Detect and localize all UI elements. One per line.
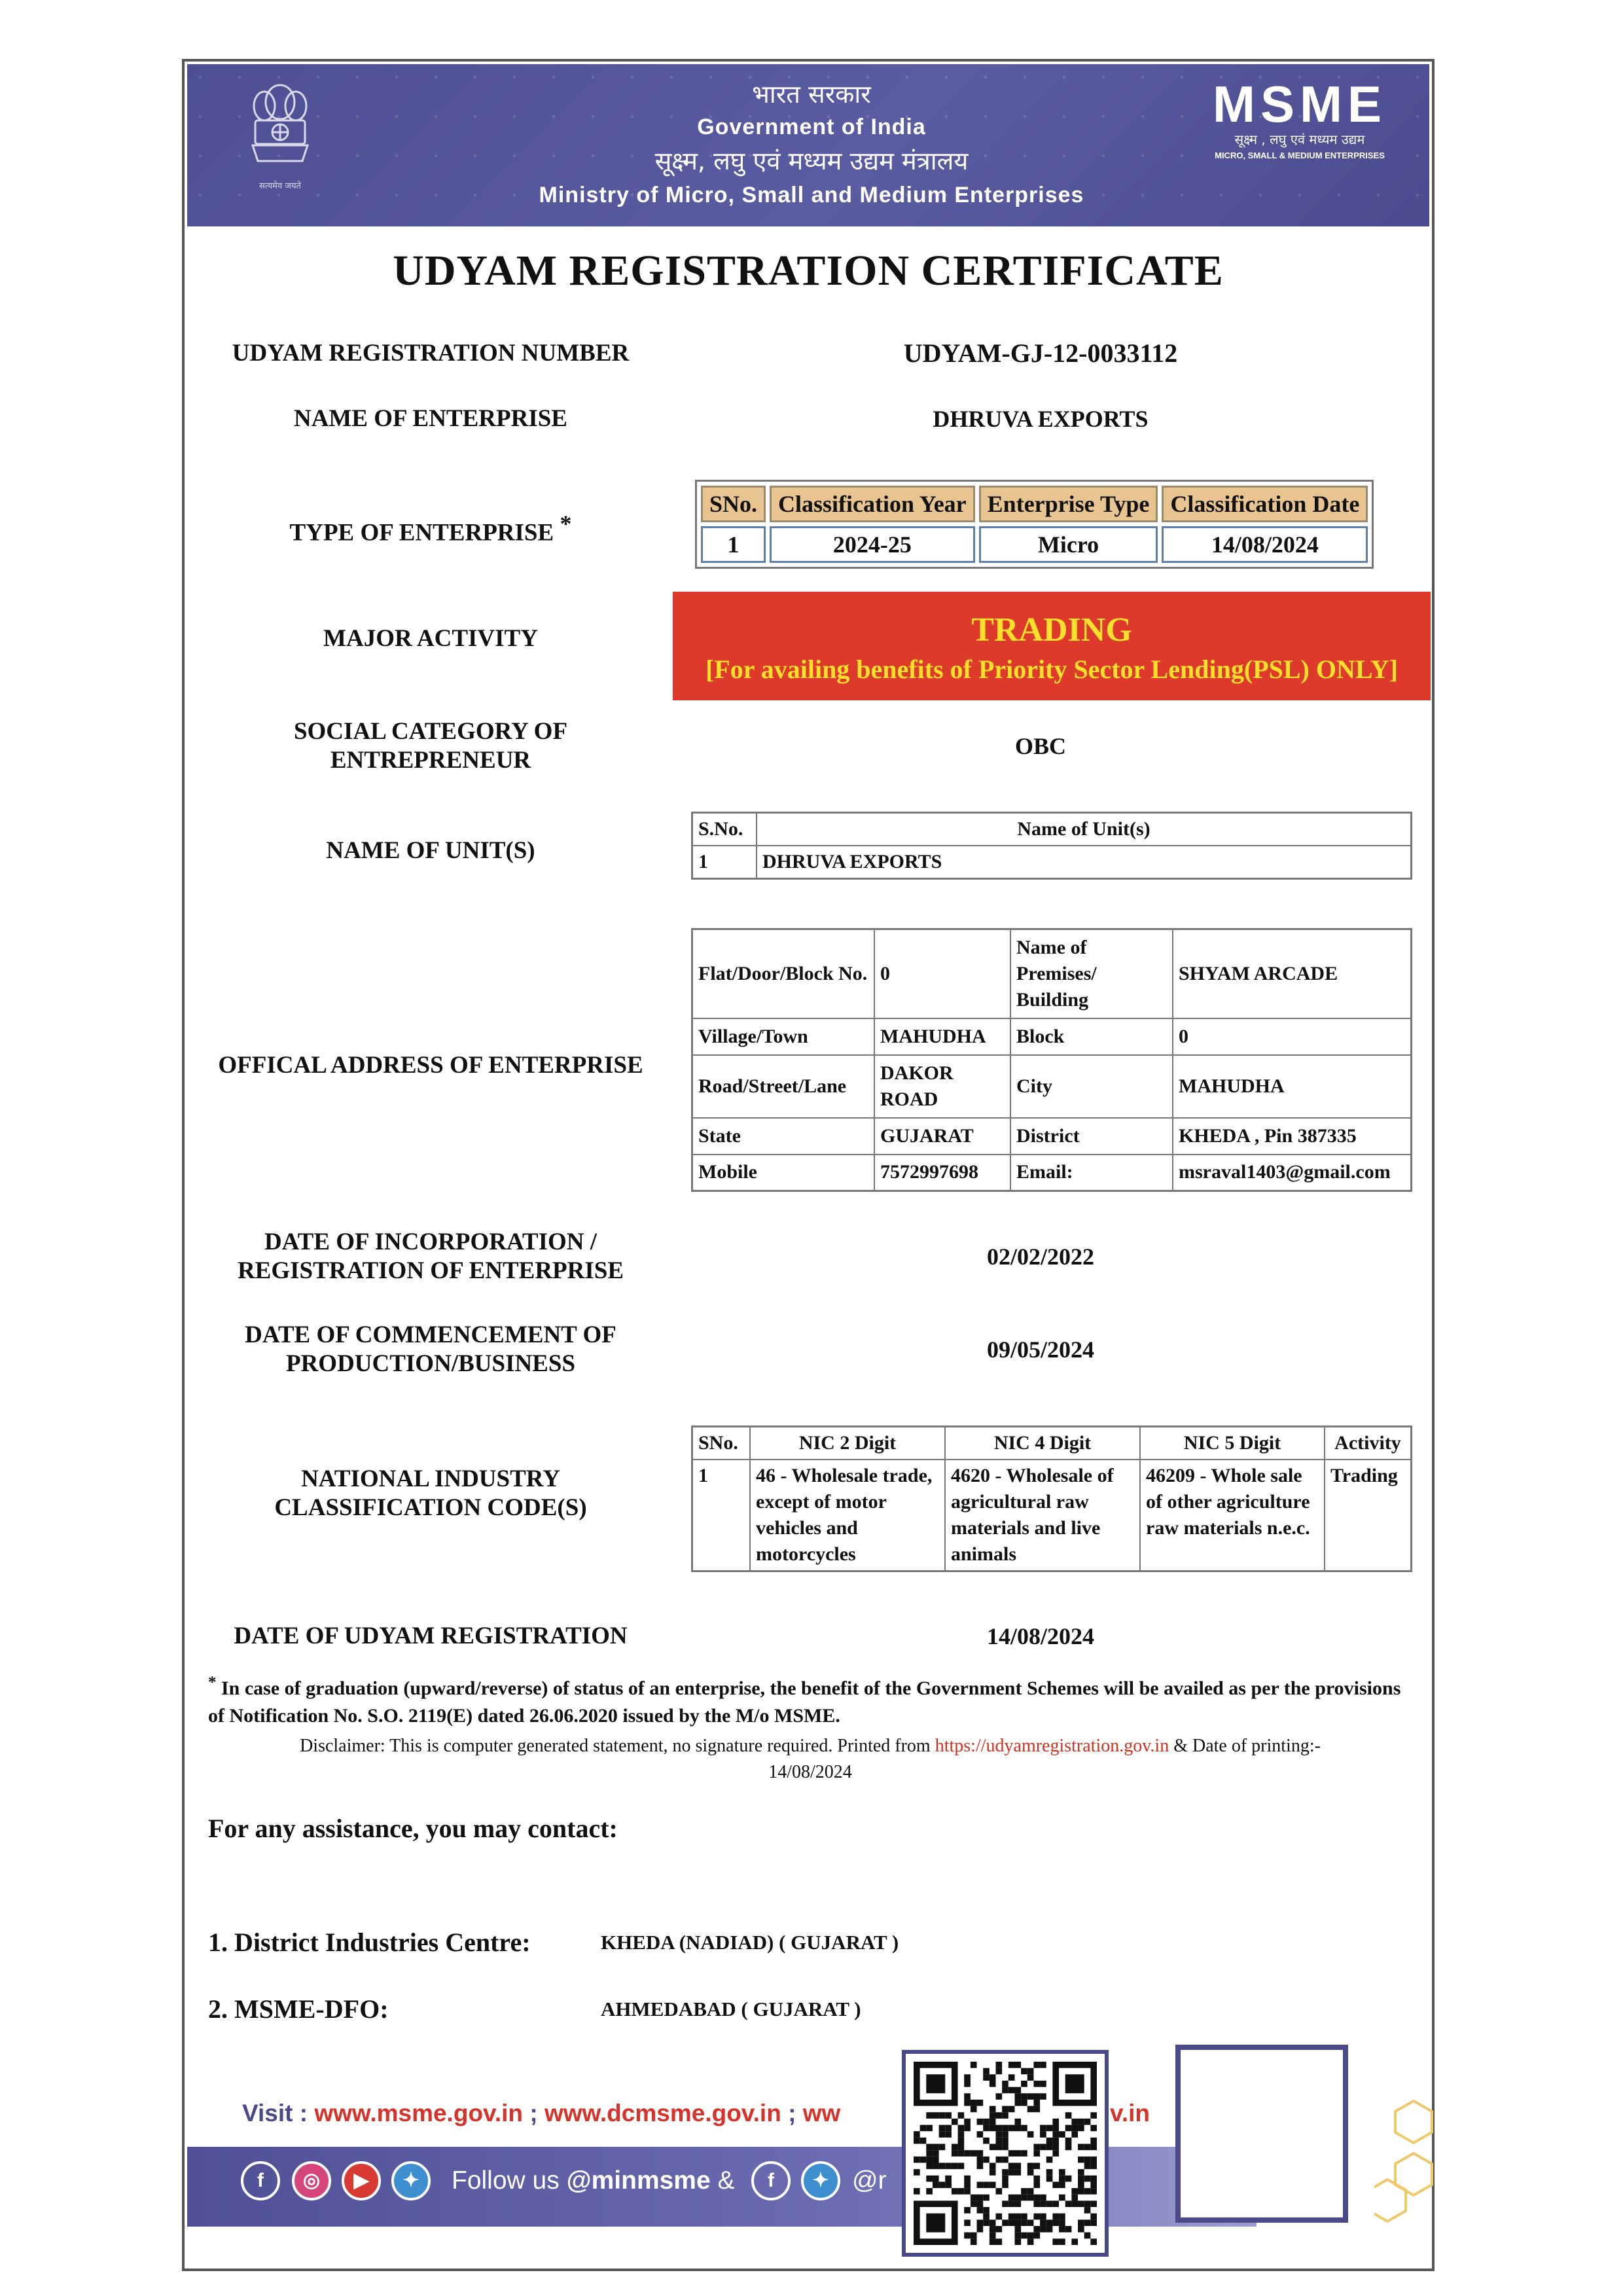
address-field-value: MAHUDHA — [874, 1018, 1010, 1055]
address-field-value: GUJARAT — [874, 1118, 1010, 1155]
classification-table — [695, 480, 1374, 569]
graduation-footnote — [208, 1669, 1412, 1730]
social-category-label-line2: ENTREPRENEUR — [330, 747, 531, 774]
address-field-label: Flat/Door/Block No. — [692, 929, 875, 1018]
address-field-value: 7572997698 — [874, 1155, 1010, 1191]
address-field-value: KHEDA , Pin 387335 — [1173, 1118, 1412, 1155]
visit-links — [242, 2100, 840, 2127]
qr-code — [902, 2050, 1109, 2257]
classification-header-row — [701, 486, 1368, 522]
address-field-label: City — [1010, 1055, 1173, 1118]
commencement-date-label-line2: PRODUCTION/BUSINESS — [285, 1350, 576, 1377]
unit-names-cell: 1 — [692, 846, 757, 879]
nic-header: NIC 4 Digit — [945, 1427, 1140, 1460]
address-field-label: Village/Town — [692, 1018, 875, 1055]
facebook-icon-2[interactable]: f — [751, 2161, 791, 2200]
nic-cell: 1 — [692, 1460, 751, 1571]
dfo-label: 2. MSME-DFO: — [208, 1994, 389, 2024]
enterprise-type-label — [208, 509, 653, 547]
incorporation-date-label-line1: DATE OF INCORPORATION / — [264, 1229, 597, 1255]
address-field-label: Name of Premises/ Building — [1010, 929, 1173, 1018]
address-field-value: msraval1403@gmail.com — [1173, 1155, 1412, 1191]
visit-link-end — [1110, 2100, 1150, 2127]
dic-value: KHEDA (NADIAD) ( GUJARAT ) — [601, 1931, 899, 1954]
footnote-asterisk: * — [208, 1674, 217, 1691]
header-english-line2: Ministry of Micro, Small and Medium Enterprises — [539, 183, 1084, 207]
incorporation-date-value: 02/02/2022 — [986, 1244, 1094, 1270]
instagram-icon[interactable]: ◎ — [292, 2161, 331, 2200]
follow-handle[interactable]: @minmsme — [566, 2166, 711, 2195]
msme-website-link[interactable]: www.msme.gov.in — [314, 2100, 524, 2126]
nic-row — [692, 1460, 1412, 1571]
address-field-label: Email: — [1010, 1155, 1173, 1191]
nic-codes-label-line1: NATIONAL INDUSTRY — [301, 1465, 560, 1492]
third-website-link-start[interactable]: ww — [802, 2100, 841, 2126]
nic-cell: 4620 - Wholesale of agricultural raw materials and live animals — [945, 1460, 1140, 1571]
nic-header: Activity — [1325, 1427, 1412, 1460]
commencement-date-label-line1: DATE OF COMMENCEMENT OF — [245, 1321, 616, 1348]
footnote-text: In case of graduation (upward/reverse) of status of an enterprise, the benefit of the Government Schemes will be availed as per the provisions of Notification No. S.O. 2119(E) dated 26.06.2020 issued by the M/o MSME. — [208, 1677, 1401, 1727]
address-row — [692, 1118, 1412, 1155]
address-field-value: MAHUDHA — [1173, 1055, 1412, 1118]
unit-names-row — [692, 846, 1412, 879]
nic-header: SNo. — [692, 1427, 751, 1460]
dfo-value: AHMEDABAD ( GUJARAT ) — [601, 1998, 861, 2020]
classification-cell: 2024-25 — [770, 526, 975, 563]
enterprise-type-label-text: TYPE OF ENTERPRISE — [289, 519, 554, 547]
facebook-icon[interactable]: f — [241, 2161, 280, 2200]
twitter-icon[interactable]: ✦ — [391, 2161, 431, 2200]
address-row — [692, 1155, 1412, 1191]
classification-cell: 14/08/2024 — [1162, 526, 1368, 563]
photo-placeholder — [1175, 2045, 1348, 2223]
dic-label: 1. District Industries Centre: — [208, 1928, 531, 1957]
dcmsme-website-link[interactable]: www.dcmsme.gov.in — [544, 2100, 781, 2126]
assistance-heading: For any assistance, you may contact: — [208, 1814, 618, 1843]
print-date: 14/08/2024 — [768, 1762, 852, 1782]
address-row — [692, 1018, 1412, 1055]
commencement-date-label — [208, 1321, 653, 1378]
social-category-label-line1: SOCIAL CATEGORY OF — [293, 718, 568, 745]
link-separator: ; — [781, 2100, 803, 2126]
qr-code-pattern — [914, 2062, 1097, 2245]
social-category-label — [208, 717, 653, 775]
address-field-label: District — [1010, 1118, 1173, 1155]
disclaimer-text-after: & Date of printing:- — [1169, 1736, 1321, 1756]
classification-header: Enterprise Type — [979, 486, 1158, 522]
national-emblem-icon — [240, 77, 321, 198]
registration-number-label: UDYAM REGISTRATION NUMBER — [232, 340, 630, 367]
msme-logo-subtitle: MICRO, SMALL & MEDIUM ENTERPRISES — [1215, 151, 1385, 160]
disclaimer — [208, 1733, 1412, 1785]
header-hindi-line2: सूक्ष्म, लघु एवं मध्यम उद्यम मंत्रालय — [654, 147, 969, 175]
address-field-label: Block — [1010, 1018, 1173, 1055]
classification-header: Classification Date — [1162, 486, 1368, 522]
address-field-label: Mobile — [692, 1155, 875, 1191]
unit-names-label: NAME OF UNIT(S) — [326, 837, 535, 864]
unit-names-header: Name of Unit(s) — [757, 813, 1412, 846]
third-website-link-end[interactable]: v.in — [1110, 2100, 1150, 2126]
hexagon-decoration-icon — [1374, 2094, 1433, 2225]
msme-logo-word: MSME — [1213, 75, 1387, 133]
classification-row — [701, 526, 1368, 563]
address-field-label: Road/Street/Lane — [692, 1055, 875, 1118]
youtube-icon[interactable]: ▶ — [342, 2161, 381, 2200]
disclaimer-text: Disclaimer: This is computer generated statement, no signature required. Printed from — [300, 1736, 935, 1756]
address-field-value: 0 — [874, 929, 1010, 1018]
header-titles — [458, 77, 1165, 211]
enterprise-type-asterisk: * — [560, 511, 572, 537]
nic-cell: 46 - Wholesale trade, except of motor vehicles and motorcycles — [750, 1460, 945, 1571]
commencement-date-value: 09/05/2024 — [986, 1336, 1094, 1363]
emblem-caption: सत्यमेव जयते — [259, 181, 301, 191]
msme-logo-hindi: सूक्ष्म , लघु एवं मध्यम उद्यम — [1234, 132, 1365, 147]
nic-header-row — [692, 1427, 1412, 1460]
follow-amp: & — [717, 2166, 735, 2195]
registration-number-value: UDYAM-GJ-12-0033112 — [903, 338, 1178, 368]
official-address-label: OFFICAL ADDRESS OF ENTERPRISE — [218, 1052, 643, 1079]
follow-handle-2[interactable]: @r — [852, 2166, 887, 2195]
unit-names-table — [691, 812, 1412, 880]
classification-cell: Micro — [979, 526, 1158, 563]
address-field-value: SHYAM ARCADE — [1173, 929, 1412, 1018]
nic-codes-table — [691, 1426, 1412, 1572]
certificate-title: UDYAM REGISTRATION CERTIFICATE — [393, 247, 1224, 295]
unit-names-header-row — [692, 813, 1412, 846]
address-table — [691, 928, 1412, 1192]
follow-us — [452, 2166, 735, 2195]
major-activity-value: TRADING — [971, 611, 1132, 649]
link-separator: ; — [523, 2100, 544, 2126]
address-row — [692, 929, 1412, 1018]
enterprise-name-value: DHRUVA EXPORTS — [933, 406, 1149, 432]
address-field-label: State — [692, 1118, 875, 1155]
udyam-registration-date-value: 14/08/2024 — [986, 1623, 1094, 1649]
visit-label: Visit : — [242, 2100, 308, 2126]
incorporation-date-label-line2: REGISTRATION OF ENTERPRISE — [237, 1257, 624, 1284]
unit-names-header: S.No. — [692, 813, 757, 846]
address-field-value: DAKOR ROAD — [874, 1055, 1010, 1118]
follow-us-text: Follow us — [452, 2166, 560, 2195]
classification-header: SNo. — [701, 486, 766, 522]
enterprise-name-label: NAME OF ENTERPRISE — [293, 405, 567, 432]
header-english-line1: Government of India — [697, 115, 926, 139]
unit-names-cell: DHRUVA EXPORTS — [757, 846, 1412, 879]
classification-cell: 1 — [701, 526, 766, 563]
nic-cell: 46209 - Whole sale of other agriculture raw materials n.e.c. — [1140, 1460, 1325, 1571]
nic-header: NIC 5 Digit — [1140, 1427, 1325, 1460]
major-activity-box — [673, 592, 1431, 700]
nic-cell: Trading — [1325, 1460, 1412, 1571]
address-row — [692, 1055, 1412, 1118]
incorporation-date-label — [208, 1228, 653, 1285]
twitter-icon-2[interactable]: ✦ — [801, 2161, 840, 2200]
udyam-registration-link[interactable]: https://udyamregistration.gov.in — [935, 1736, 1169, 1756]
address-field-value: 0 — [1173, 1018, 1412, 1055]
header-hindi-line1: भारत सरकार — [752, 80, 871, 109]
major-activity-note: [For availing benefits of Priority Sector Lending(PSL) ONLY] — [705, 655, 1399, 684]
nic-header: NIC 2 Digit — [750, 1427, 945, 1460]
msme-logo — [1202, 75, 1398, 162]
nic-codes-label-line2: CLASSIFICATION CODE(S) — [274, 1494, 587, 1521]
udyam-registration-date-label: DATE OF UDYAM REGISTRATION — [234, 1623, 628, 1649]
social-category-value: OBC — [1014, 733, 1066, 759]
major-activity-label: MAJOR ACTIVITY — [323, 625, 538, 652]
classification-header: Classification Year — [770, 486, 975, 522]
nic-codes-label — [208, 1465, 653, 1522]
